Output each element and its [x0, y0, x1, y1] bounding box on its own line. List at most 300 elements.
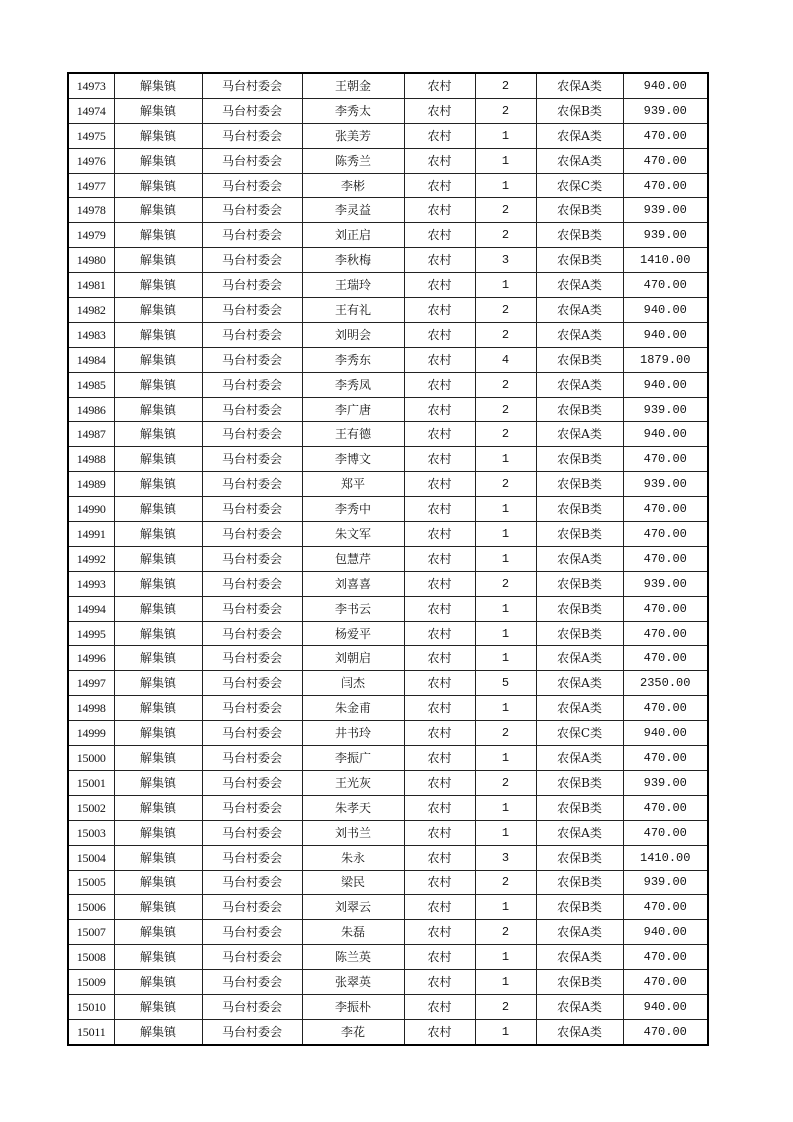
table-row: [68, 646, 708, 671]
row-id-cell: 14977: [68, 173, 114, 198]
table-row: [68, 223, 708, 248]
table-row: [68, 123, 708, 148]
person-count-cell: 3: [475, 845, 536, 870]
insurance-category-cell: 农保B类: [536, 571, 623, 596]
village-cell: 马台村委会: [202, 322, 302, 347]
row-id-cell: 14975: [68, 123, 114, 148]
town-cell: 解集镇: [114, 198, 202, 223]
town-cell: 解集镇: [114, 273, 202, 298]
household-type-cell: 农村: [404, 472, 475, 497]
table-row: [68, 920, 708, 945]
name-cell: 李秀中: [302, 497, 404, 522]
amount-cell: 1410.00: [623, 248, 708, 273]
village-cell: 马台村委会: [202, 223, 302, 248]
table-row: [68, 820, 708, 845]
table-row: [68, 994, 708, 1019]
household-type-cell: 农村: [404, 770, 475, 795]
name-cell: 王有德: [302, 422, 404, 447]
insurance-category-cell: 农保A类: [536, 696, 623, 721]
person-count-cell: 2: [475, 422, 536, 447]
town-cell: 解集镇: [114, 447, 202, 472]
name-cell: 陈兰英: [302, 945, 404, 970]
row-id-cell: 15007: [68, 920, 114, 945]
insurance-category-cell: 农保B类: [536, 845, 623, 870]
amount-cell: 470.00: [623, 522, 708, 547]
household-type-cell: 农村: [404, 298, 475, 323]
row-id-cell: 14996: [68, 646, 114, 671]
row-id-cell: 14981: [68, 273, 114, 298]
row-id-cell: 14976: [68, 148, 114, 173]
village-cell: 马台村委会: [202, 98, 302, 123]
person-count-cell: 2: [475, 472, 536, 497]
person-count-cell: 1: [475, 895, 536, 920]
insurance-category-cell: 农保B类: [536, 497, 623, 522]
row-id-cell: 15010: [68, 994, 114, 1019]
insurance-category-cell: 农保A类: [536, 820, 623, 845]
village-cell: 马台村委会: [202, 945, 302, 970]
household-type-cell: 农村: [404, 820, 475, 845]
name-cell: 李灵益: [302, 198, 404, 223]
household-type-cell: 农村: [404, 273, 475, 298]
household-type-cell: 农村: [404, 497, 475, 522]
insurance-category-cell: 农保A类: [536, 372, 623, 397]
amount-cell: 940.00: [623, 298, 708, 323]
amount-cell: 470.00: [623, 148, 708, 173]
table-row: [68, 696, 708, 721]
insurance-category-cell: 农保B类: [536, 447, 623, 472]
amount-cell: 940.00: [623, 322, 708, 347]
amount-cell: 470.00: [623, 945, 708, 970]
insurance-category-cell: 农保A类: [536, 322, 623, 347]
village-cell: 马台村委会: [202, 596, 302, 621]
name-cell: 王瑞玲: [302, 273, 404, 298]
person-count-cell: 1: [475, 746, 536, 771]
amount-cell: 939.00: [623, 571, 708, 596]
table-row: [68, 148, 708, 173]
insurance-category-cell: 农保B类: [536, 248, 623, 273]
person-count-cell: 4: [475, 347, 536, 372]
amount-cell: 470.00: [623, 646, 708, 671]
household-type-cell: 农村: [404, 198, 475, 223]
table-row: [68, 721, 708, 746]
person-count-cell: 2: [475, 98, 536, 123]
row-id-cell: 15001: [68, 770, 114, 795]
household-type-cell: 农村: [404, 746, 475, 771]
person-count-cell: 2: [475, 920, 536, 945]
table-row: [68, 497, 708, 522]
amount-cell: 470.00: [623, 746, 708, 771]
row-id-cell: 14982: [68, 298, 114, 323]
table-row: [68, 273, 708, 298]
town-cell: 解集镇: [114, 895, 202, 920]
row-id-cell: 14988: [68, 447, 114, 472]
name-cell: 刘喜喜: [302, 571, 404, 596]
town-cell: 解集镇: [114, 845, 202, 870]
town-cell: 解集镇: [114, 696, 202, 721]
amount-cell: 940.00: [623, 994, 708, 1019]
table-row: [68, 621, 708, 646]
row-id-cell: 14983: [68, 322, 114, 347]
amount-cell: 470.00: [623, 447, 708, 472]
person-count-cell: 2: [475, 73, 536, 98]
amount-cell: 470.00: [623, 173, 708, 198]
amount-cell: 939.00: [623, 870, 708, 895]
name-cell: 刘明会: [302, 322, 404, 347]
table-body: [68, 73, 708, 1045]
insurance-category-cell: 农保A类: [536, 273, 623, 298]
village-cell: 马台村委会: [202, 372, 302, 397]
name-cell: 闫杰: [302, 671, 404, 696]
town-cell: 解集镇: [114, 148, 202, 173]
town-cell: 解集镇: [114, 994, 202, 1019]
town-cell: 解集镇: [114, 571, 202, 596]
household-type-cell: 农村: [404, 920, 475, 945]
household-type-cell: 农村: [404, 646, 475, 671]
name-cell: 李博文: [302, 447, 404, 472]
household-type-cell: 农村: [404, 870, 475, 895]
village-cell: 马台村委会: [202, 621, 302, 646]
household-type-cell: 农村: [404, 696, 475, 721]
row-id-cell: 14987: [68, 422, 114, 447]
table-row: [68, 945, 708, 970]
name-cell: 张翠英: [302, 970, 404, 995]
amount-cell: 939.00: [623, 472, 708, 497]
insurance-category-cell: 农保A类: [536, 994, 623, 1019]
household-type-cell: 农村: [404, 397, 475, 422]
village-cell: 马台村委会: [202, 746, 302, 771]
insurance-category-cell: 农保B类: [536, 596, 623, 621]
village-cell: 马台村委会: [202, 273, 302, 298]
village-cell: 马台村委会: [202, 870, 302, 895]
name-cell: 郑平: [302, 472, 404, 497]
household-type-cell: 农村: [404, 845, 475, 870]
table-row: [68, 73, 708, 98]
row-id-cell: 14986: [68, 397, 114, 422]
table-row: [68, 372, 708, 397]
row-id-cell: 15008: [68, 945, 114, 970]
insurance-category-cell: 农保B类: [536, 223, 623, 248]
row-id-cell: 14989: [68, 472, 114, 497]
name-cell: 李秀太: [302, 98, 404, 123]
amount-cell: 940.00: [623, 73, 708, 98]
name-cell: 李振朴: [302, 994, 404, 1019]
household-type-cell: 农村: [404, 248, 475, 273]
household-type-cell: 农村: [404, 148, 475, 173]
insurance-category-cell: 农保B类: [536, 98, 623, 123]
town-cell: 解集镇: [114, 721, 202, 746]
insurance-category-cell: 农保A类: [536, 945, 623, 970]
household-type-cell: 农村: [404, 970, 475, 995]
village-cell: 马台村委会: [202, 248, 302, 273]
person-count-cell: 1: [475, 621, 536, 646]
village-cell: 马台村委会: [202, 73, 302, 98]
row-id-cell: 14992: [68, 546, 114, 571]
amount-cell: 470.00: [623, 273, 708, 298]
village-cell: 马台村委会: [202, 422, 302, 447]
town-cell: 解集镇: [114, 397, 202, 422]
row-id-cell: 14999: [68, 721, 114, 746]
amount-cell: 470.00: [623, 546, 708, 571]
insurance-category-cell: 农保A类: [536, 546, 623, 571]
table-row: [68, 970, 708, 995]
town-cell: 解集镇: [114, 1019, 202, 1044]
household-type-cell: 农村: [404, 994, 475, 1019]
person-count-cell: 2: [475, 571, 536, 596]
row-id-cell: 15005: [68, 870, 114, 895]
insurance-category-cell: 农保B类: [536, 770, 623, 795]
row-id-cell: 14985: [68, 372, 114, 397]
name-cell: 刘朝启: [302, 646, 404, 671]
amount-cell: 1879.00: [623, 347, 708, 372]
village-cell: 马台村委会: [202, 571, 302, 596]
amount-cell: 470.00: [623, 820, 708, 845]
row-id-cell: 14995: [68, 621, 114, 646]
village-cell: 马台村委会: [202, 845, 302, 870]
table-row: [68, 870, 708, 895]
village-cell: 马台村委会: [202, 347, 302, 372]
village-cell: 马台村委会: [202, 447, 302, 472]
town-cell: 解集镇: [114, 98, 202, 123]
person-count-cell: 2: [475, 870, 536, 895]
person-count-cell: 1: [475, 447, 536, 472]
amount-cell: 939.00: [623, 223, 708, 248]
row-id-cell: 14984: [68, 347, 114, 372]
table-row: [68, 248, 708, 273]
household-type-cell: 农村: [404, 123, 475, 148]
insurance-category-cell: 农保B类: [536, 970, 623, 995]
village-cell: 马台村委会: [202, 770, 302, 795]
household-type-cell: 农村: [404, 721, 475, 746]
person-count-cell: 5: [475, 671, 536, 696]
person-count-cell: 1: [475, 795, 536, 820]
village-cell: 马台村委会: [202, 920, 302, 945]
table-row: [68, 472, 708, 497]
insurance-category-cell: 农保A类: [536, 1019, 623, 1044]
table-row: [68, 845, 708, 870]
name-cell: 陈秀兰: [302, 148, 404, 173]
household-type-cell: 农村: [404, 347, 475, 372]
person-count-cell: 1: [475, 273, 536, 298]
village-cell: 马台村委会: [202, 198, 302, 223]
name-cell: 李秀东: [302, 347, 404, 372]
village-cell: 马台村委会: [202, 397, 302, 422]
household-type-cell: 农村: [404, 422, 475, 447]
table-row: [68, 347, 708, 372]
town-cell: 解集镇: [114, 347, 202, 372]
person-count-cell: 2: [475, 397, 536, 422]
person-count-cell: 2: [475, 372, 536, 397]
town-cell: 解集镇: [114, 298, 202, 323]
village-cell: 马台村委会: [202, 895, 302, 920]
household-type-cell: 农村: [404, 173, 475, 198]
insurance-category-cell: 农保B类: [536, 621, 623, 646]
town-cell: 解集镇: [114, 770, 202, 795]
household-type-cell: 农村: [404, 73, 475, 98]
row-id-cell: 14978: [68, 198, 114, 223]
table-row: [68, 546, 708, 571]
town-cell: 解集镇: [114, 671, 202, 696]
amount-cell: 940.00: [623, 422, 708, 447]
amount-cell: 470.00: [623, 970, 708, 995]
town-cell: 解集镇: [114, 73, 202, 98]
household-type-cell: 农村: [404, 322, 475, 347]
person-count-cell: 2: [475, 994, 536, 1019]
name-cell: 刘书兰: [302, 820, 404, 845]
table-row: [68, 322, 708, 347]
insurance-category-cell: 农保C类: [536, 721, 623, 746]
village-cell: 马台村委会: [202, 970, 302, 995]
row-id-cell: 14991: [68, 522, 114, 547]
town-cell: 解集镇: [114, 596, 202, 621]
amount-cell: 470.00: [623, 497, 708, 522]
village-cell: 马台村委会: [202, 696, 302, 721]
village-cell: 马台村委会: [202, 795, 302, 820]
town-cell: 解集镇: [114, 372, 202, 397]
insurance-category-cell: 农保C类: [536, 173, 623, 198]
name-cell: 井书玲: [302, 721, 404, 746]
name-cell: 朱孝天: [302, 795, 404, 820]
town-cell: 解集镇: [114, 920, 202, 945]
name-cell: 王光灰: [302, 770, 404, 795]
name-cell: 梁民: [302, 870, 404, 895]
person-count-cell: 1: [475, 945, 536, 970]
insurance-category-cell: 农保B类: [536, 347, 623, 372]
household-type-cell: 农村: [404, 571, 475, 596]
town-cell: 解集镇: [114, 123, 202, 148]
town-cell: 解集镇: [114, 223, 202, 248]
amount-cell: 939.00: [623, 98, 708, 123]
name-cell: 朱金甫: [302, 696, 404, 721]
name-cell: 李彬: [302, 173, 404, 198]
table-row: [68, 770, 708, 795]
person-count-cell: 1: [475, 148, 536, 173]
table-row: [68, 746, 708, 771]
household-type-cell: 农村: [404, 671, 475, 696]
table-row: [68, 422, 708, 447]
name-cell: 王有礼: [302, 298, 404, 323]
village-cell: 马台村委会: [202, 994, 302, 1019]
name-cell: 朱磊: [302, 920, 404, 945]
insurance-category-cell: 农保A类: [536, 646, 623, 671]
table-row: [68, 596, 708, 621]
household-type-cell: 农村: [404, 223, 475, 248]
village-cell: 马台村委会: [202, 497, 302, 522]
table-row: [68, 895, 708, 920]
name-cell: 杨爱平: [302, 621, 404, 646]
row-id-cell: 15006: [68, 895, 114, 920]
amount-cell: 470.00: [623, 621, 708, 646]
person-count-cell: 1: [475, 970, 536, 995]
row-id-cell: 14979: [68, 223, 114, 248]
town-cell: 解集镇: [114, 621, 202, 646]
household-type-cell: 农村: [404, 372, 475, 397]
town-cell: 解集镇: [114, 422, 202, 447]
amount-cell: 940.00: [623, 372, 708, 397]
table-row: [68, 298, 708, 323]
row-id-cell: 15000: [68, 746, 114, 771]
person-count-cell: 1: [475, 123, 536, 148]
table-row: [68, 522, 708, 547]
insurance-category-cell: 农保A类: [536, 123, 623, 148]
table-row: [68, 795, 708, 820]
household-type-cell: 农村: [404, 546, 475, 571]
person-count-cell: 1: [475, 646, 536, 671]
insurance-category-cell: 农保B类: [536, 522, 623, 547]
table-row: [68, 173, 708, 198]
household-type-cell: 农村: [404, 596, 475, 621]
insurance-category-cell: 农保A类: [536, 671, 623, 696]
town-cell: 解集镇: [114, 646, 202, 671]
amount-cell: 939.00: [623, 198, 708, 223]
name-cell: 王朝金: [302, 73, 404, 98]
row-id-cell: 15011: [68, 1019, 114, 1044]
name-cell: 朱文军: [302, 522, 404, 547]
person-count-cell: 1: [475, 596, 536, 621]
village-cell: 马台村委会: [202, 123, 302, 148]
amount-cell: 940.00: [623, 721, 708, 746]
village-cell: 马台村委会: [202, 472, 302, 497]
person-count-cell: 1: [475, 546, 536, 571]
table-row: [68, 671, 708, 696]
town-cell: 解集镇: [114, 173, 202, 198]
town-cell: 解集镇: [114, 746, 202, 771]
town-cell: 解集镇: [114, 820, 202, 845]
person-count-cell: 1: [475, 820, 536, 845]
row-id-cell: 14994: [68, 596, 114, 621]
row-id-cell: 15004: [68, 845, 114, 870]
name-cell: 李秋梅: [302, 248, 404, 273]
amount-cell: 939.00: [623, 397, 708, 422]
household-type-cell: 农村: [404, 945, 475, 970]
amount-cell: 470.00: [623, 895, 708, 920]
insurance-category-cell: 农保A类: [536, 746, 623, 771]
insurance-category-cell: 农保A类: [536, 422, 623, 447]
household-type-cell: 农村: [404, 895, 475, 920]
insurance-category-cell: 农保B类: [536, 870, 623, 895]
town-cell: 解集镇: [114, 970, 202, 995]
row-id-cell: 14997: [68, 671, 114, 696]
person-count-cell: 2: [475, 198, 536, 223]
row-id-cell: 15009: [68, 970, 114, 995]
row-id-cell: 14990: [68, 497, 114, 522]
household-type-cell: 农村: [404, 621, 475, 646]
insurance-category-cell: 农保A类: [536, 148, 623, 173]
town-cell: 解集镇: [114, 248, 202, 273]
name-cell: 朱永: [302, 845, 404, 870]
village-cell: 马台村委会: [202, 646, 302, 671]
name-cell: 刘翠云: [302, 895, 404, 920]
village-cell: 马台村委会: [202, 148, 302, 173]
insurance-category-cell: 农保B类: [536, 895, 623, 920]
village-cell: 马台村委会: [202, 1019, 302, 1044]
insurance-category-cell: 农保B类: [536, 198, 623, 223]
table-row: [68, 1019, 708, 1044]
table-row: [68, 397, 708, 422]
insurance-category-cell: 农保A类: [536, 920, 623, 945]
person-count-cell: 1: [475, 696, 536, 721]
name-cell: 刘正启: [302, 223, 404, 248]
insurance-category-cell: 农保B类: [536, 472, 623, 497]
name-cell: 李广唐: [302, 397, 404, 422]
person-count-cell: 2: [475, 322, 536, 347]
amount-cell: 470.00: [623, 1019, 708, 1044]
name-cell: 张美芳: [302, 123, 404, 148]
insurance-category-cell: 农保A类: [536, 298, 623, 323]
name-cell: 李振广: [302, 746, 404, 771]
household-type-cell: 农村: [404, 447, 475, 472]
row-id-cell: 14998: [68, 696, 114, 721]
amount-cell: 2350.00: [623, 671, 708, 696]
